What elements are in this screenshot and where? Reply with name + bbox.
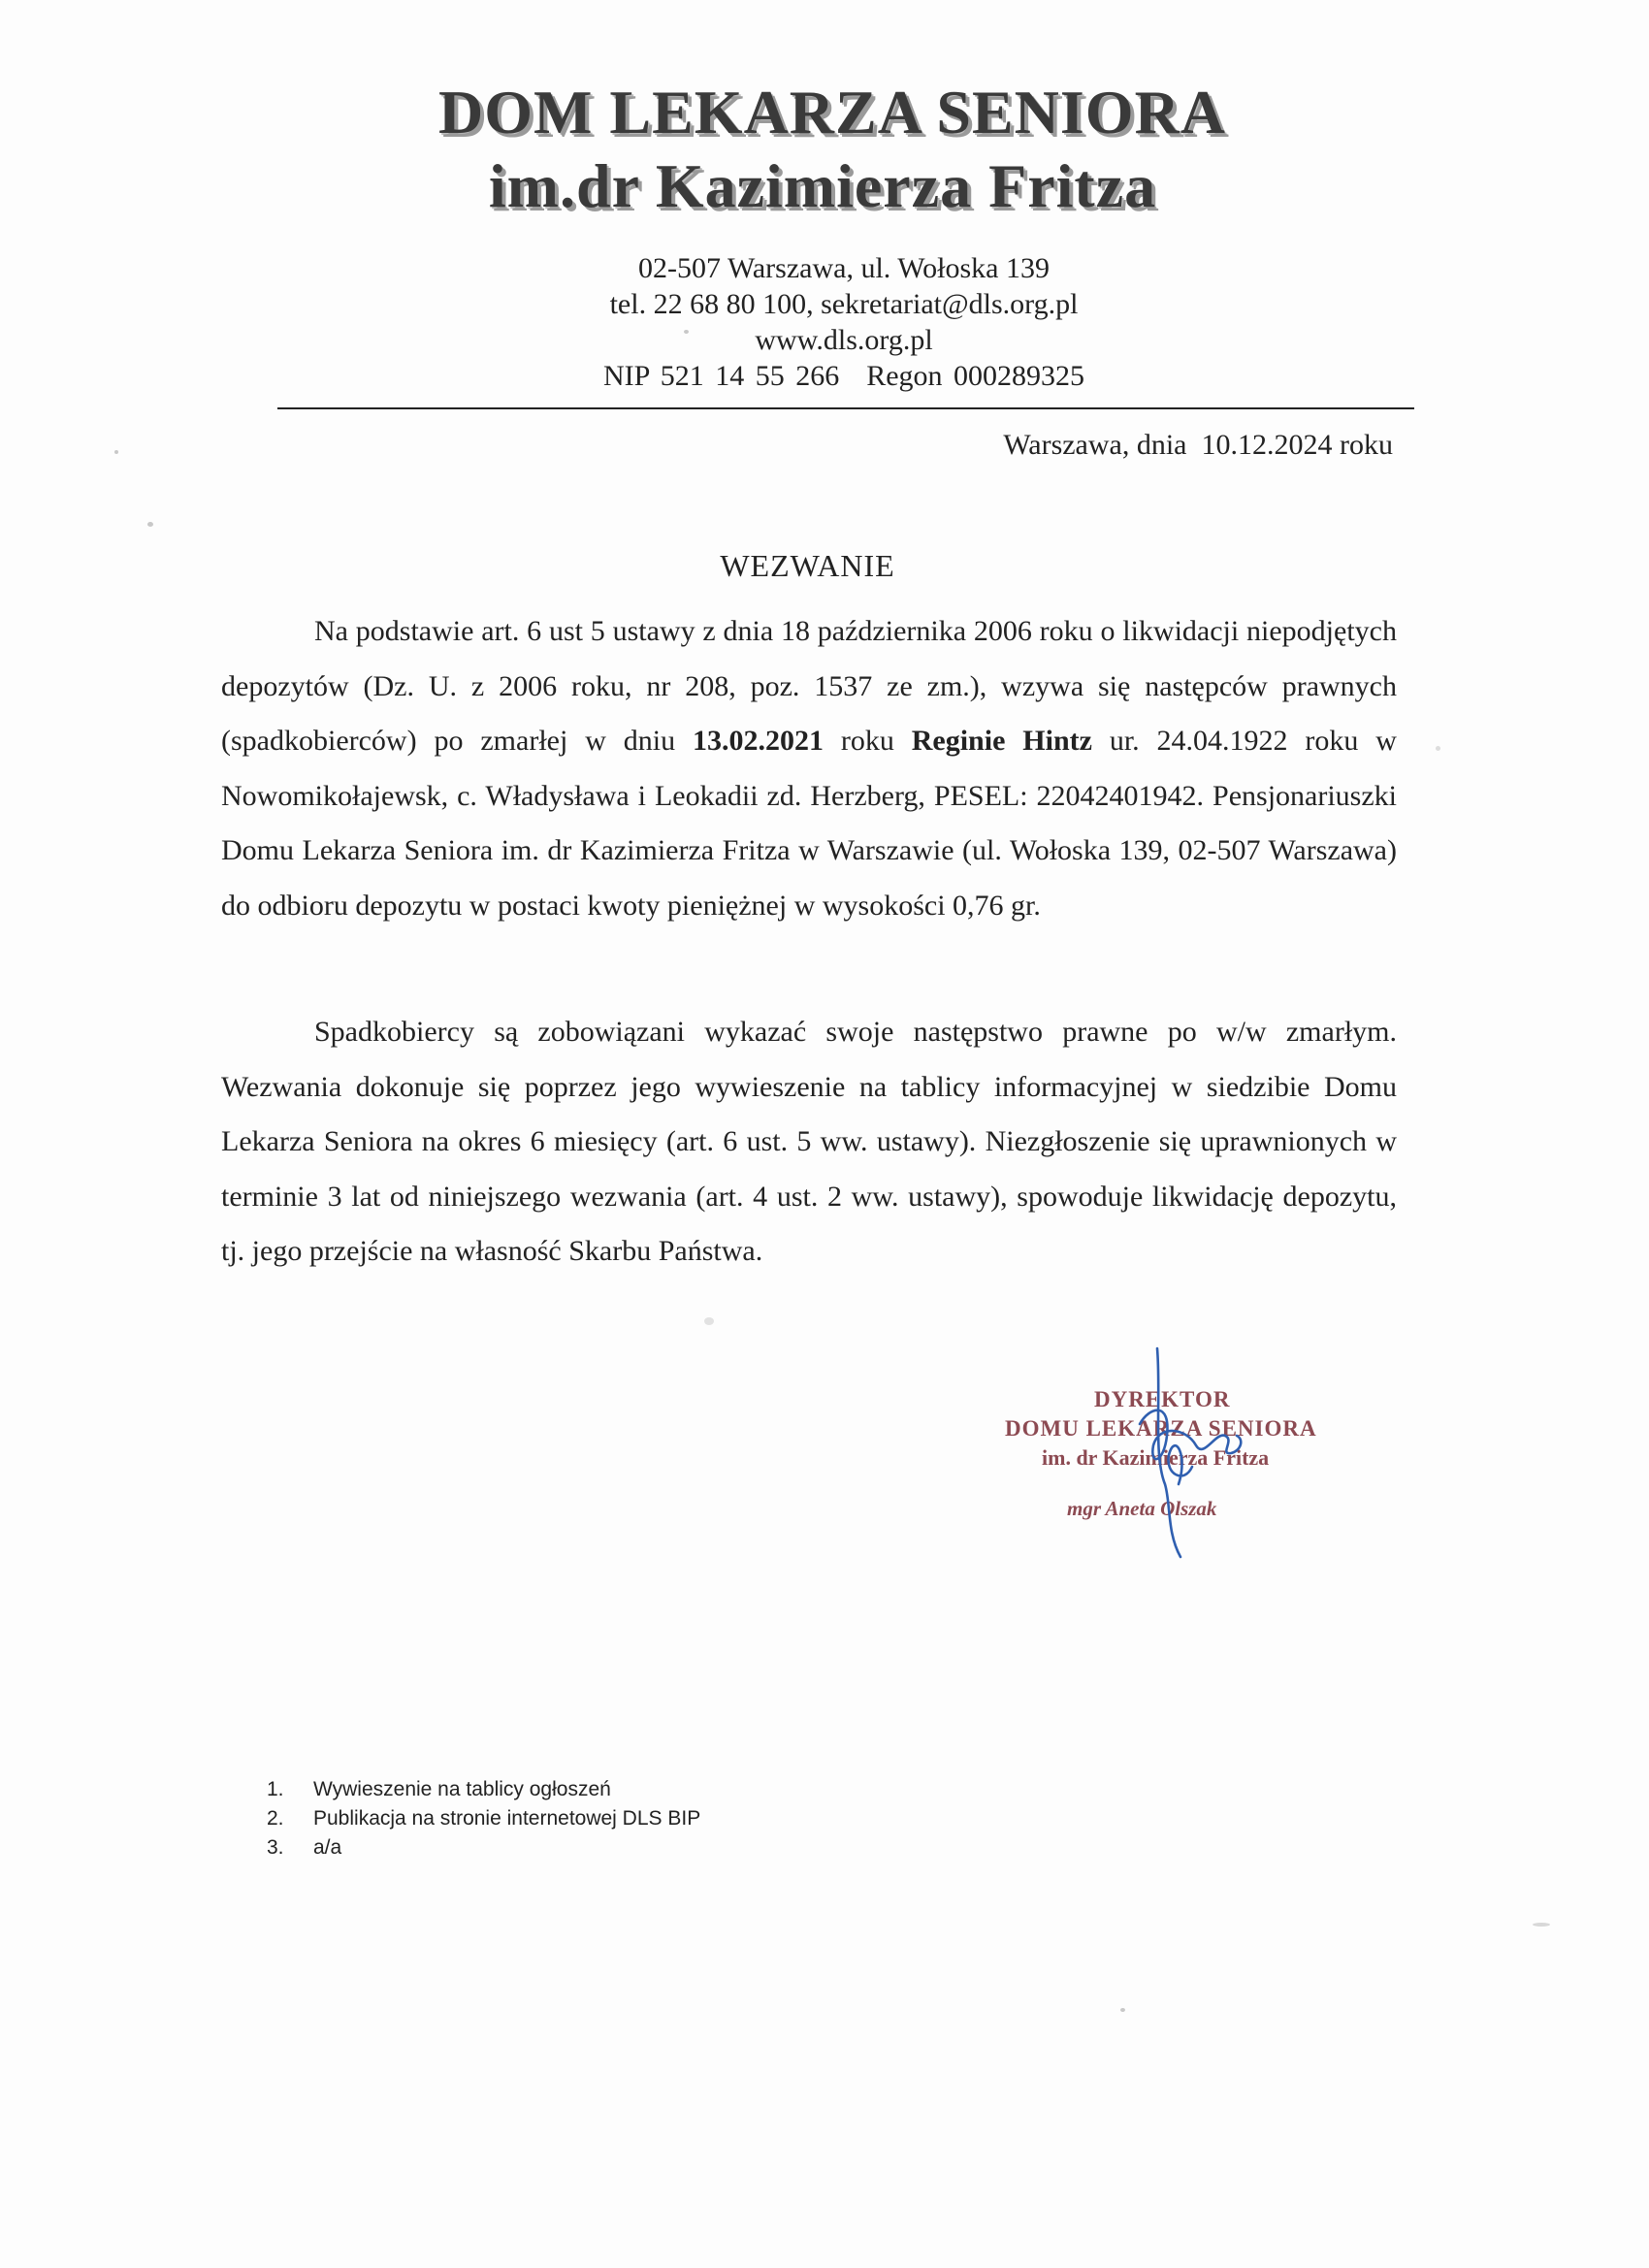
date-place-line: Warszawa, dnia 10.12.2024 roku [1003,429,1393,461]
summons-text-part2: roku [823,725,912,757]
attachments-list [267,1775,700,1863]
scan-speck [704,1317,714,1325]
contact-block [0,250,1649,394]
summons-text [221,604,1397,933]
organization-patron: im.dr Kazimierza Fritza [488,151,1157,220]
scan-speck [1436,746,1440,751]
heirs-obligation-paragraph [221,1005,1397,1280]
regon-number: Regon 000289325 [866,360,1085,392]
list-number: 2. [267,1807,284,1830]
organization-name: DOM LEKARZA SENIORA [438,78,1226,146]
nip-number: NIP 521 14 55 266 [602,360,840,392]
scan-speck [1120,2008,1125,2012]
website-line: www.dls.org.pl [755,324,933,356]
scan-speck [147,522,153,527]
stamp-organization: DOMU LEKARZA SENIORA [1005,1416,1317,1441]
list-item [267,1804,700,1833]
header-divider [277,407,1414,409]
summons-paragraph [221,604,1397,933]
document-title: WEZWANIE [720,548,895,583]
phone-email-line: tel. 22 68 80 100, sekretariat@dls.org.pl [609,288,1079,320]
list-item [267,1833,700,1863]
scan-speck [1533,1923,1550,1927]
summons-text-part1: Na podstawie art. 6 ust 5 ustawy z dnia 18 października 2006 roku o likwidacji niepodjętych depozytów (Dz. U. z 2006 roku, nr 208, poz. 1537 ze zm.), wzywa się następców prawnych (spadkobierców) po zmarłej w dniu [221,615,1397,757]
stamp-title: DYREKTOR [1094,1387,1231,1411]
list-number: 3. [267,1836,284,1859]
list-text: a/a [313,1836,342,1859]
registration-line [19,358,1649,394]
deceased-name: Reginie Hintz [911,725,1092,757]
list-item [267,1775,700,1804]
stamp-director-name: mgr Aneta Olszak [1067,1497,1217,1520]
list-number: 1. [267,1778,284,1800]
signature-drawing [1111,1339,1256,1562]
scan-speck [114,450,118,454]
heirs-obligation-text: Spadkobiercy są zobowiązani wykazać swoje następstwo prawne po w/w zmarłym. Wezwania dokonuje się poprzez jego wywieszenie na tablicy informacyjnej w siedzibie Domu Lekarza Seniora na okres 6 miesięcy (art. 6 ust. 5 ww. ustawy). Niezgłoszenie się uprawnionych w terminie 3 lat od niniejszego wezwania (art. 4 ust. 2 ww. ustawy), spowoduje likwidację depozytu, tj. jego przejście na własność Skarbu Państwa. [221,1016,1397,1267]
summons-text-part3: ur. 24.04.1922 roku w Nowomikołajewsk, c. Władysława i Leokadii zd. Herzberg, PESEL: 22042401942. Pensjonariuszki Domu Lekarza Seniora im. dr Kazimierza Fritza w Warszawie (ul. Wołoska 139, 02-507 Warszawa) do odbioru depozytu w postaci kwoty pieniężnej w wysokości 0,76 gr. [221,725,1397,922]
letterhead [0,76,1649,223]
handwritten-signature [1111,1339,1256,1562]
scan-speck [684,330,689,334]
stamp-patron: im. dr Kazimierza Fritza [1042,1445,1270,1470]
list-text: Publikacja na stronie internetowej DLS BIP [313,1807,701,1830]
list-text: Wywieszenie na tablicy ogłoszeń [313,1778,611,1800]
address-line: 02-507 Warszawa, ul. Wołoska 139 [638,252,1050,284]
death-date: 13.02.2021 [692,725,824,757]
